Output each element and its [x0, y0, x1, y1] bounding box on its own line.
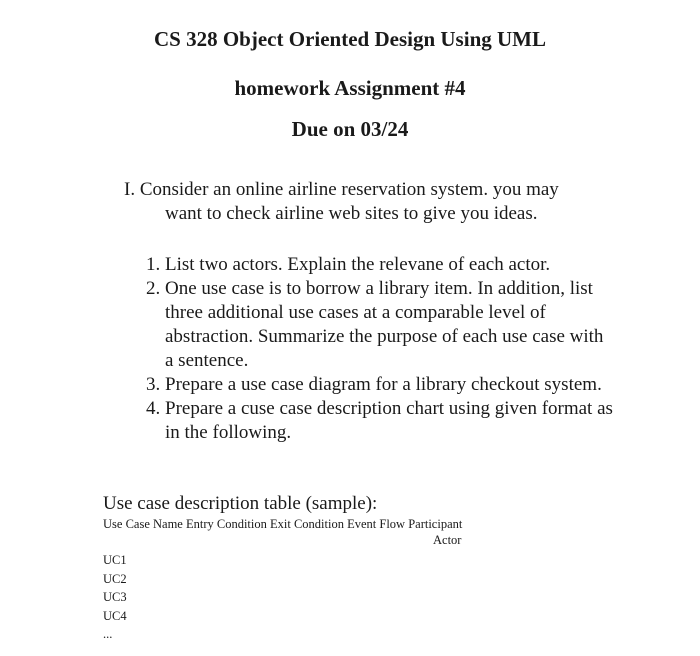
column-header: Use Case Name	[103, 517, 183, 531]
task-item	[146, 277, 616, 373]
assignment-title: homework Assignment #4	[234, 76, 466, 100]
task-number: 2.	[146, 278, 161, 299]
table-row: UC4	[103, 608, 127, 623]
task-text: Prepare a cuse case description chart using given format as in the following.	[165, 398, 613, 443]
section-text-line1: Consider an online airline reservation system. you may	[139, 179, 559, 200]
task-item	[146, 253, 616, 277]
task-number: 1.	[146, 254, 161, 275]
table-row: ...	[103, 627, 113, 641]
task-list	[146, 253, 616, 445]
section-number: I.	[124, 179, 136, 200]
task-text: Prepare a use case diagram for a library checkout system.	[165, 374, 602, 395]
column-header-wrap: Actor	[433, 533, 462, 547]
column-header: Event Flow	[347, 517, 406, 531]
column-header: Entry Condition	[185, 517, 267, 531]
task-number: 4.	[146, 398, 161, 419]
task-number: 3.	[146, 374, 161, 395]
table-title: Use case description table (sample):	[103, 493, 378, 514]
column-header: Participant	[408, 517, 463, 531]
section-intro	[124, 178, 624, 226]
section-text-line2: want to check airline web sites to give you ideas.	[165, 203, 538, 224]
task-item	[146, 397, 616, 445]
task-item	[146, 373, 616, 397]
task-text: List two actors. Explain the relevane of each actor.	[165, 254, 551, 275]
table-row: UC3	[103, 590, 127, 604]
task-text: One use case is to borrow a library item. In addition, list three additional use cases at a comparable level of abstraction. Summarize the purpose of each use case with a sentence.	[165, 278, 604, 371]
table-rows	[103, 551, 127, 644]
table-row: UC1	[103, 553, 127, 567]
table-header-row	[103, 517, 463, 547]
due-date: Due on 03/24	[291, 117, 409, 141]
course-title: CS 328 Object Oriented Design Using UML	[154, 27, 546, 51]
column-header: Exit Condition	[270, 517, 344, 531]
table-row: UC2	[103, 571, 127, 586]
